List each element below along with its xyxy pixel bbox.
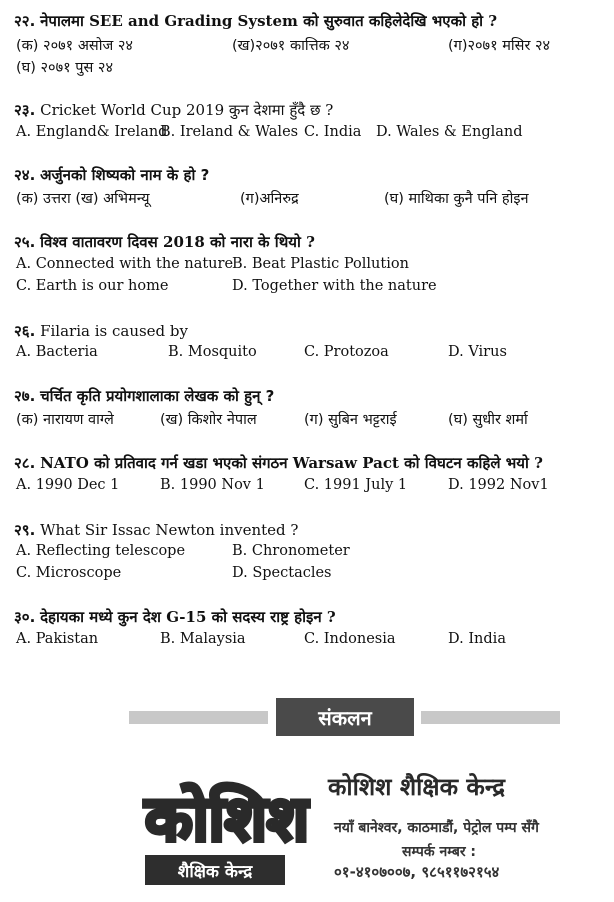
option-c: C. Indonesia <box>304 631 396 647</box>
option-a: A. England& Ireland <box>16 124 168 140</box>
option-kha: (ख)२०७१ कात्तिक २४ <box>232 38 350 54</box>
organization-address: नयाँ बानेश्वर, काठमाडौं, पेट्रोल पम्प सँगै <box>334 820 539 836</box>
option-d: D. Together with the nature <box>232 278 437 294</box>
question-number: २३. <box>14 101 36 119</box>
option-gha: (घ) माथिका कुनै पनि होइन <box>384 191 529 207</box>
divider-left <box>129 711 268 724</box>
question-text: विश्व वातावरण दिवस 2018 को नारा के थियो ? <box>40 233 315 251</box>
option-d: D. 1992 Nov1 <box>448 477 549 493</box>
option-ka: (क) २०७१ असोज २४ <box>16 38 133 54</box>
option-a: A. Connected with the nature <box>16 256 234 272</box>
option-ga: (ग)अनिरुद्र <box>240 191 299 207</box>
option-ka: (क) नारायण वाग्ले <box>16 412 114 428</box>
compilation-badge: संकलन <box>276 698 414 736</box>
option-d: D. Spectacles <box>232 565 332 581</box>
logo-wordmark: कोशिश <box>145 782 310 855</box>
question-text: NATO को प्रतिवाद गर्न खडा भएको संगठन Warsaw Pact को विघटन कहिले भयो ? <box>40 454 543 472</box>
option-a: A. 1990 Dec 1 <box>16 477 120 493</box>
question-number: २६. <box>14 322 36 340</box>
question-text: देहायका मध्ये कुन देश G-15 को सदस्य राष्ट्र होइन ? <box>40 608 336 626</box>
option-b: B. Beat Plastic Pollution <box>232 256 409 272</box>
option-c: C. 1991 July 1 <box>304 477 408 493</box>
contact-label: सम्पर्क नम्बर : <box>402 844 477 860</box>
divider-right <box>421 711 560 724</box>
question-text: अर्जुनको शिष्यको नाम के हो ? <box>40 166 210 184</box>
question-text: चर्चित कृति प्रयोगशालाका लेखक को हुन् ? <box>40 387 275 405</box>
contact-phone: ०१-४१०७००७, ९८५११७२१५४ <box>334 863 500 881</box>
option-b: B. 1990 Nov 1 <box>160 477 265 493</box>
option-b: B. Malaysia <box>160 631 246 647</box>
option-a: A. Bacteria <box>16 344 98 360</box>
option-b: B. Ireland & Wales <box>160 124 299 140</box>
option-c: C. India <box>304 124 362 140</box>
option-b: B. Mosquito <box>168 344 257 360</box>
question-text: Cricket World Cup 2019 कुन देशमा हुँदै छ ? <box>40 101 334 119</box>
option-d: D. Virus <box>448 344 507 360</box>
option-a: A. Reflecting telescope <box>16 543 186 559</box>
question-number: २८. <box>14 454 36 472</box>
logo-mark-icon <box>141 768 311 858</box>
option-c: C. Microscope <box>16 565 122 581</box>
option-d: D. India <box>448 631 506 647</box>
option-gha: (घ) सुधीर शर्मा <box>448 412 528 428</box>
question-number: ३०. <box>14 608 36 626</box>
option-a: A. Pakistan <box>16 631 99 647</box>
question-text: What Sir Issac Newton invented ? <box>40 521 299 539</box>
option-c: C. Protozoa <box>304 344 389 360</box>
option-ga: (ग) सुबिन भट्टराई <box>304 412 397 428</box>
option-ka-kha: (क) उत्तरा (ख) अभिमन्यू <box>16 191 150 207</box>
option-b: B. Chronometer <box>232 543 350 559</box>
question-number: २९. <box>14 521 36 539</box>
option-c: C. Earth is our home <box>16 278 169 294</box>
option-ga: (ग)२०७१ मसिर २४ <box>448 38 551 54</box>
question-text: नेपालमा SEE and Grading System को सुरुवात कहिलेदेखि भएको हो ? <box>40 12 498 30</box>
question-text: Filaria is caused by <box>40 322 189 340</box>
question-number: २२. <box>14 12 36 30</box>
question-number: २५. <box>14 233 36 251</box>
option-d: D. Wales & England <box>376 124 523 140</box>
organization-name: कोशिश शैक्षिक केन्द्र <box>328 773 505 801</box>
question-number: २४. <box>14 166 36 184</box>
option-gha: (घ) २०७१ पुस २४ <box>16 60 113 76</box>
logo-tagline: शैक्षिक केन्द्र <box>145 855 285 885</box>
option-kha: (ख) किशोर नेपाल <box>160 412 257 428</box>
question-number: २७. <box>14 387 36 405</box>
